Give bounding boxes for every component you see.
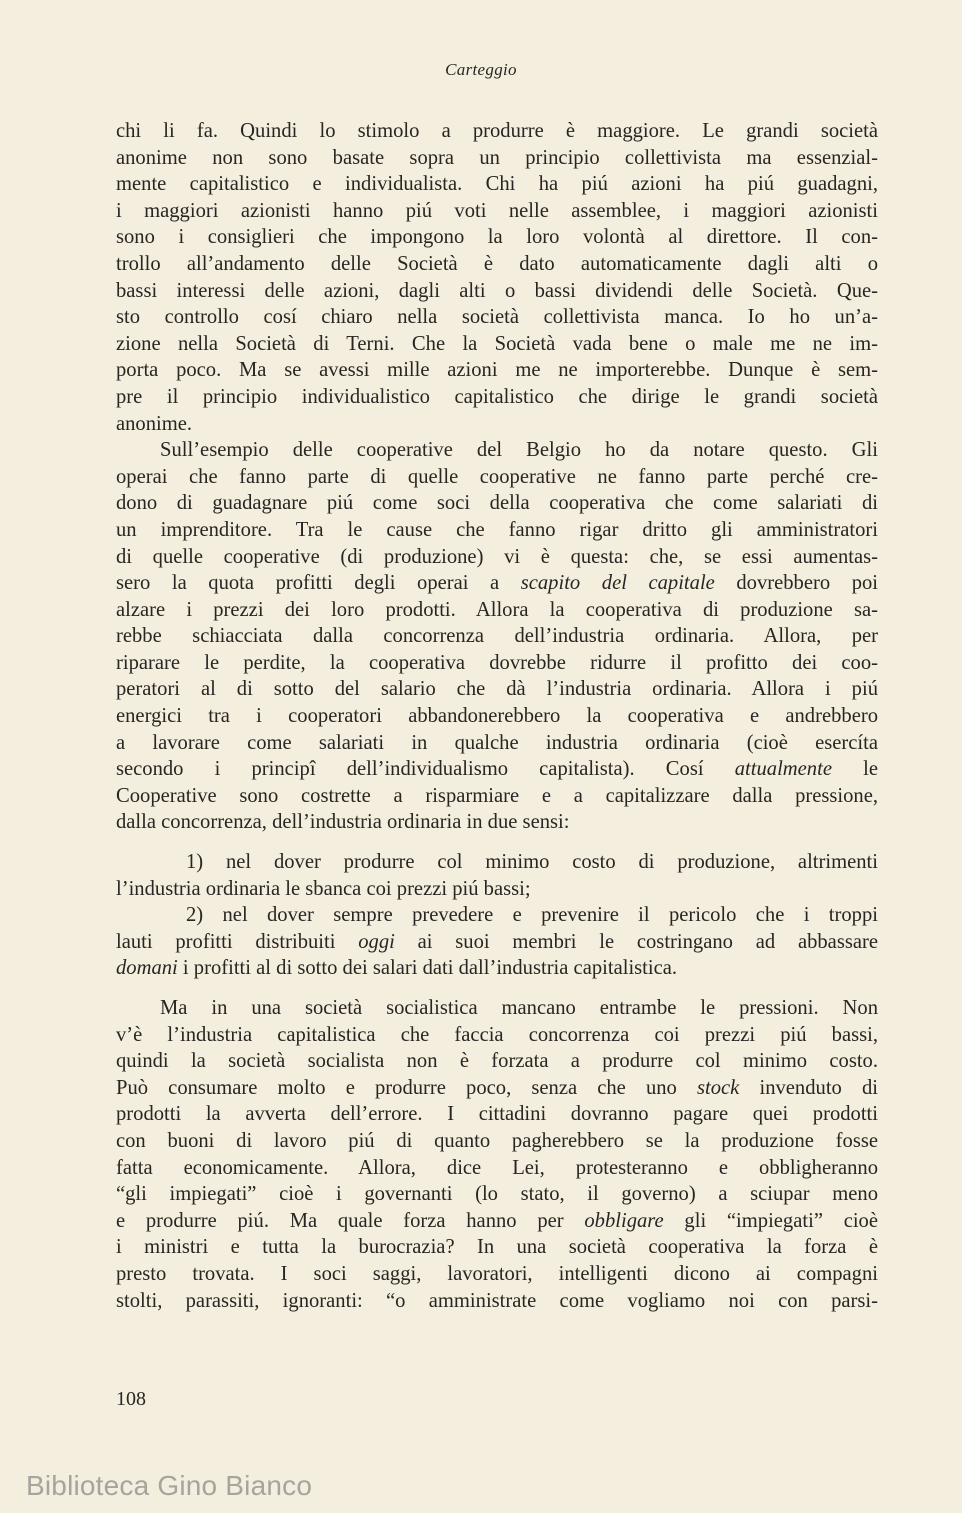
text-line: con buoni di lavoro piú di quanto pagherebbero se la produzione fosse: [116, 1129, 878, 1152]
text-span: gli “impiegati” cioè: [663, 1209, 878, 1232]
text-line: [116, 929, 878, 956]
text-line: 2) nel dover sempre prevedere e prevenire il pericolo che i troppi: [186, 904, 878, 927]
text-line: presto trovata. I soci saggi, lavoratori, intelligenti dicono ai compagni: [116, 1262, 878, 1285]
text-line: [116, 756, 878, 783]
paragraph-3: [116, 995, 878, 1314]
text-span: sero la quota profitti degli operai a: [116, 572, 521, 595]
text-line: Ma in una società socialistica mancano entrambe le pressioni. Non: [160, 997, 878, 1019]
text-line: sono i consiglieri che impongono la loro volontà al direttore. Il con-: [116, 226, 878, 249]
text-line: riparare le perdite, la cooperativa dovrebbe ridurre il profitto dei coo-: [116, 651, 878, 674]
text-line: [116, 1208, 878, 1235]
text-line: 1) nel dover produrre col minimo costo di produzione, altrimenti: [186, 851, 878, 874]
text-line: [116, 1075, 878, 1102]
text-line: rebbe schiacciata dalla concorrenza dell’industria ordinaria. Allora, per: [116, 625, 878, 648]
italic-span: obbligare: [584, 1209, 664, 1232]
italic-span: stock: [697, 1076, 740, 1099]
text-span: dovrebbero poi: [714, 572, 879, 595]
italic-span: domani: [116, 957, 178, 980]
text-line: porta poco. Ma se avessi mille azioni me ne importerebbe. Dunque è sem-: [116, 359, 878, 382]
text-line: peratori al di sotto del salario che dà l’industria ordinaria. Allora i piú: [116, 678, 878, 701]
text-line: sto controllo cosí chiaro nella società collettivista manca. Io ho un’a-: [116, 306, 878, 329]
text-line: [116, 955, 878, 982]
text-line: a lavorare come salariati in qualche industria ordinaria (cioè esercíta: [116, 731, 878, 754]
text-line: zione nella Società di Terni. Che la Società vada bene o male me ne im-: [116, 332, 878, 355]
running-header: Carteggio: [445, 60, 517, 79]
text-line: stolti, parassiti, ignoranti: “o amministrate come vogliamo noi con parsi-: [116, 1289, 878, 1312]
text-line: i ministri e tutta la burocrazia? In una società cooperativa la forza è: [116, 1236, 878, 1259]
text-line: dalla concorrenza, dell’industria ordinaria in due sensi:: [116, 811, 570, 834]
text-span: e produrre piú. Ma quale forza hanno per: [116, 1209, 585, 1232]
text-line: di quelle cooperative (di produzione) vi è questa: che, se essi aumentas-: [116, 545, 878, 568]
text-line: bassi interessi delle azioni, dagli alti o bassi dividendi delle Società. Que-: [116, 279, 878, 302]
text-span: secondo i principî dell’individualismo capitalista). Cosí: [116, 758, 735, 781]
text-line: i maggiori azionisti hanno piú voti nelle assemblee, i maggiori azionisti: [116, 199, 878, 222]
spacer: [116, 836, 878, 849]
text-line: quindi la società socialista non è forzata a produrre col minimo costo.: [116, 1050, 878, 1073]
list-item-2: [116, 902, 878, 982]
page-number: 108: [116, 1388, 146, 1410]
text-line: Sull’esempio delle cooperative del Belgio ho da notare questo. Gli: [160, 439, 878, 462]
text-line: l’industria ordinaria le sbanca coi prezzi piú bassi;: [116, 877, 531, 900]
italic-span: scapito del capitale: [520, 572, 715, 595]
text-line: dono di guadagnare piú come soci della cooperativa che come salariati di: [116, 492, 878, 515]
italic-span: oggi: [358, 930, 395, 953]
paragraph-2: [116, 437, 878, 836]
text-line: energici tra i cooperatori abbandonerebbero la cooperativa e andrebbero: [116, 705, 878, 728]
text-line: “gli impiegati” cioè i governanti (lo stato, il governo) a sciupar meno: [116, 1183, 878, 1206]
text-line: anonime non sono basate sopra un principio collettivista ma essenzial-: [116, 146, 878, 169]
paragraph-1: [116, 118, 878, 437]
text-span: i profitti al di sotto dei salari dati dall’industria capitalistica.: [177, 957, 678, 980]
text-line: trollo all’andamento delle Società è dato automaticamente dagli alti o: [116, 252, 878, 275]
italic-span: attualmente: [734, 758, 832, 781]
text-line: un imprenditore. Tra le cause che fanno rigar dritto gli amministratori: [116, 518, 878, 541]
text-line: prodotti la avverta dell’errore. I cittadini dovranno pagare quei prodotti: [116, 1103, 878, 1126]
body-text: [116, 118, 878, 1314]
text-line: Cooperative sono costrette a risparmiare e a capitalizzare dalla pressione,: [116, 784, 878, 807]
text-line: mente capitalistico e individualista. Chi ha piú azioni ha piú guadagni,: [116, 173, 878, 196]
text-line: operai che fanno parte di quelle cooperative ne fanno parte perché cre-: [116, 465, 878, 488]
text-line: pre il principio individualistico capitalistico che dirige le grandi società: [116, 385, 878, 408]
text-line: v’è l’industria capitalistica che faccia concorrenza coi prezzi piú bassi,: [116, 1023, 878, 1046]
text-line: [116, 570, 878, 597]
text-line: alzare i prezzi dei loro prodotti. Allora la cooperativa di produzione sa-: [116, 598, 878, 621]
text-span: invenduto di: [739, 1076, 878, 1099]
text-line: chi li fa. Quindi lo stimolo a produrre è maggiore. Le grandi società: [116, 120, 878, 142]
text-span: ai suoi membri le costringano ad abbassare: [394, 930, 878, 953]
library-watermark: Biblioteca Gino Bianco: [26, 1470, 313, 1501]
text-line: anonime.: [116, 412, 193, 435]
text-span: le: [831, 758, 878, 781]
spacer: [116, 982, 878, 995]
text-line: fatta economicamente. Allora, dice Lei, protesteranno e obbligheranno: [116, 1156, 878, 1179]
list-item-1: [116, 849, 878, 902]
text-span: Può consumare molto e produrre poco, senza che uno: [116, 1076, 697, 1099]
text-span: lauti profitti distribuiti: [116, 930, 359, 953]
